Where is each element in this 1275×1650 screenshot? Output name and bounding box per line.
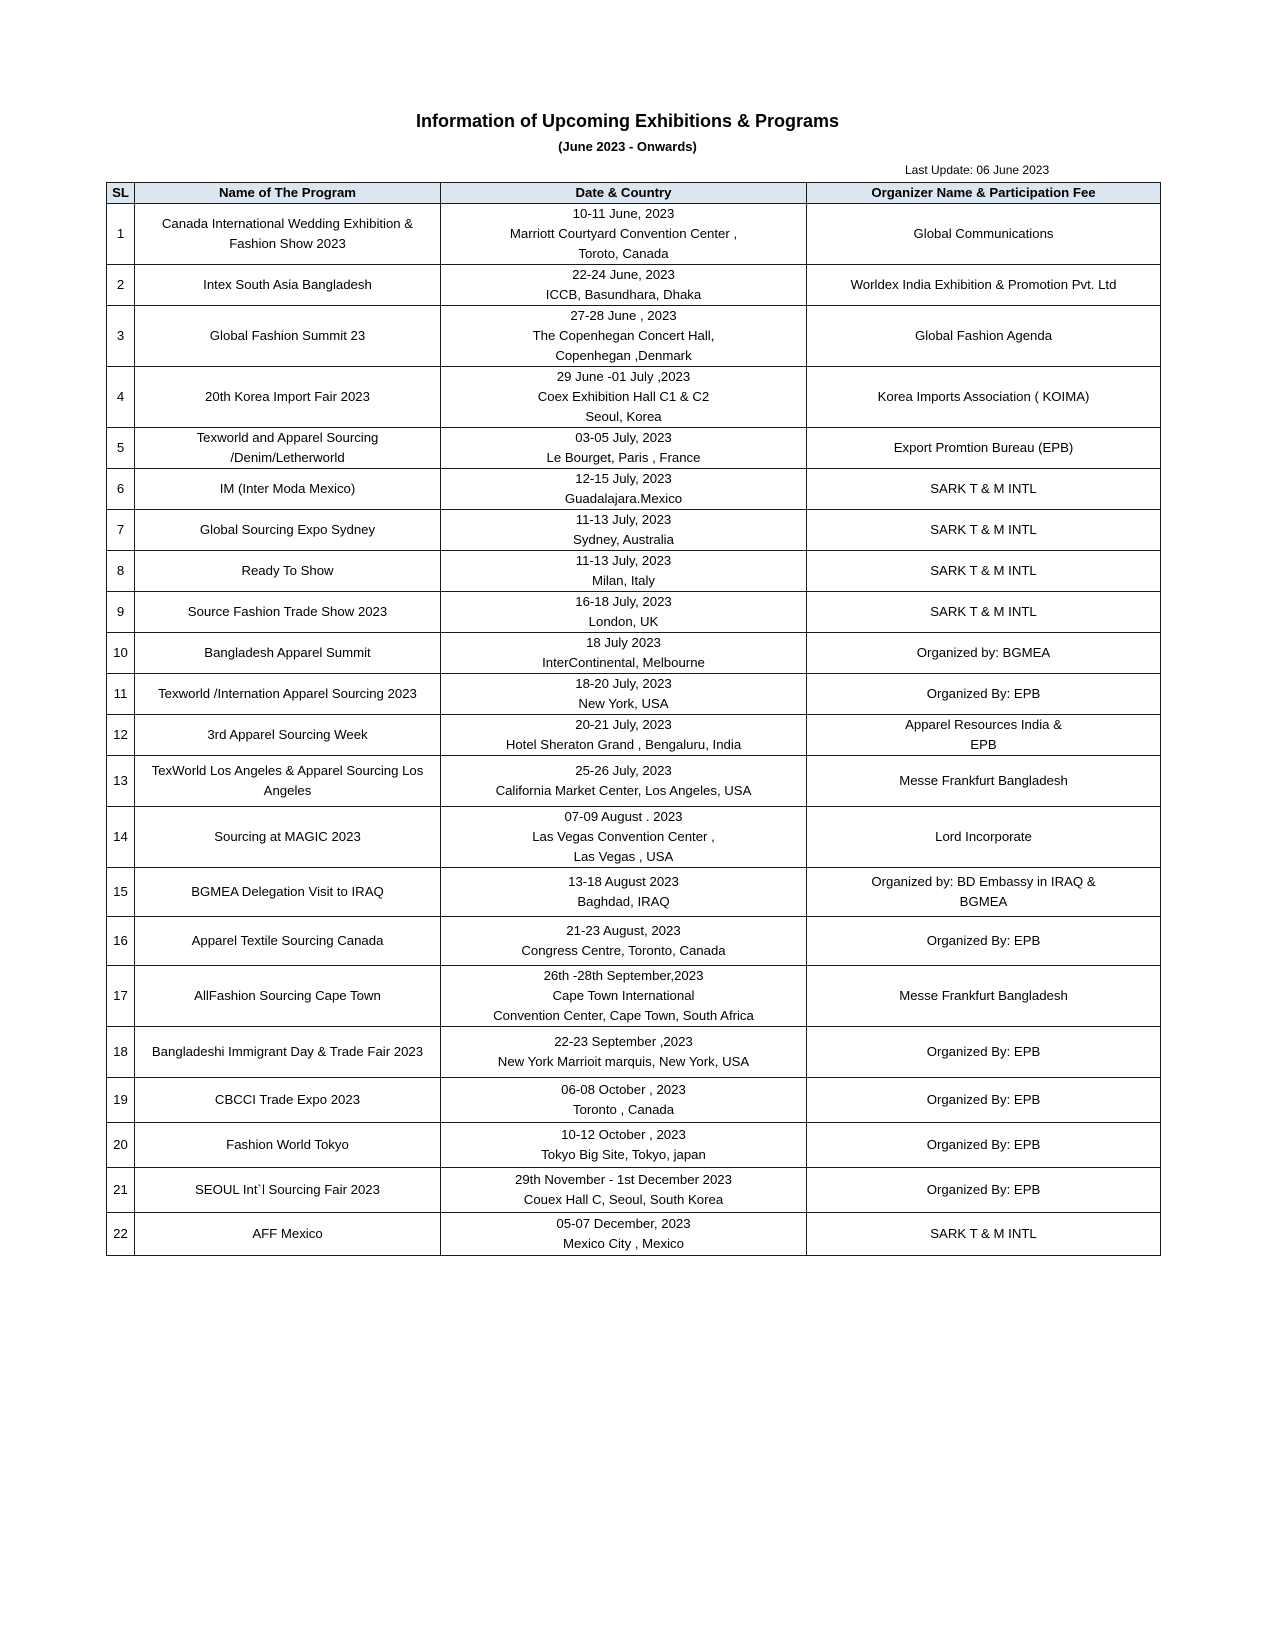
cell-program-name	[135, 756, 441, 807]
cell-line: BGMEA	[959, 894, 1008, 909]
cell-program-name	[135, 592, 441, 633]
cell-program-name	[135, 367, 441, 428]
table-body	[107, 204, 1161, 1256]
cell-line: Bangladeshi Immigrant Day & Trade Fair 2023	[151, 1044, 424, 1059]
page-subtitle: (June 2023 - Onwards)	[558, 139, 697, 154]
cell-program-name	[135, 551, 441, 592]
cell-sl: 15	[107, 868, 135, 917]
cell-line: 22-24 June, 2023	[572, 267, 675, 282]
cell-line: 29 June -01 July ,2023	[556, 369, 691, 384]
cell-line: 3rd Apparel Sourcing Week	[207, 727, 368, 742]
cell-line: SARK T & M INTL	[930, 1226, 1037, 1241]
cell-line: Organized By: EPB	[926, 1092, 1041, 1107]
cell-sl: 9	[107, 592, 135, 633]
cell-line: 06-08 October , 2023	[561, 1082, 686, 1097]
cell-line: Apparel Textile Sourcing Canada	[191, 933, 384, 948]
cell-date-country	[441, 1027, 807, 1078]
cell-program-name	[135, 1168, 441, 1213]
cell-organizer	[807, 204, 1161, 265]
exhibitions-table	[106, 182, 1161, 1256]
header-sl: SL	[107, 183, 135, 204]
cell-program-name	[135, 1213, 441, 1256]
cell-sl: 2	[107, 265, 135, 306]
cell-sl: 4	[107, 367, 135, 428]
cell-line: Korea Imports Association ( KOIMA)	[877, 389, 1090, 404]
cell-line: 10-12 October , 2023	[561, 1127, 686, 1142]
cell-line: 10-11 June, 2023	[572, 206, 675, 221]
cell-line: SARK T & M INTL	[930, 522, 1037, 537]
cell-date-country	[441, 674, 807, 715]
cell-line: Global Fashion Summit 23	[209, 328, 366, 343]
table-row	[107, 551, 1161, 592]
cell-line: Lord Incorporate	[935, 829, 1032, 844]
cell-program-name	[135, 1027, 441, 1078]
cell-line: Milan, Italy	[591, 573, 656, 588]
table-row	[107, 1027, 1161, 1078]
cell-organizer	[807, 1027, 1161, 1078]
cell-sl: 14	[107, 807, 135, 868]
cell-line: Organized By: EPB	[926, 686, 1041, 701]
cell-date-country	[441, 966, 807, 1027]
cell-sl: 16	[107, 917, 135, 966]
cell-program-name	[135, 510, 441, 551]
cell-line: EPB	[970, 737, 997, 752]
cell-line: 03-05 July, 2023	[575, 430, 672, 445]
cell-line: 20-21 July, 2023	[575, 717, 672, 732]
cell-line: AFF Mexico	[252, 1226, 323, 1241]
cell-organizer	[807, 917, 1161, 966]
cell-date-country	[441, 204, 807, 265]
header-organizer: Organizer Name & Participation Fee	[807, 183, 1161, 204]
cell-line: SARK T & M INTL	[930, 481, 1037, 496]
cell-organizer	[807, 367, 1161, 428]
cell-line: IM (Inter Moda Mexico)	[219, 481, 356, 496]
cell-date-country	[441, 367, 807, 428]
cell-line: 18 July 2023	[586, 635, 661, 650]
cell-line: /Denim/Letherworld	[230, 450, 345, 465]
cell-organizer	[807, 966, 1161, 1027]
table-row	[107, 1168, 1161, 1213]
cell-line: 11-13 July, 2023	[575, 512, 672, 527]
cell-organizer	[807, 306, 1161, 367]
cell-organizer	[807, 551, 1161, 592]
cell-line: California Market Center, Los Angeles, USA	[495, 783, 752, 798]
cell-sl: 13	[107, 756, 135, 807]
cell-organizer	[807, 868, 1161, 917]
table-row	[107, 469, 1161, 510]
cell-line: Las Vegas , USA	[573, 849, 674, 864]
cell-line: Organized By: EPB	[926, 1137, 1041, 1152]
cell-line: 27-28 June , 2023	[570, 308, 677, 323]
cell-line: Organized By: EPB	[926, 1044, 1041, 1059]
cell-organizer	[807, 715, 1161, 756]
cell-line: Sourcing at MAGIC 2023	[214, 829, 361, 844]
cell-sl: 3	[107, 306, 135, 367]
cell-line: Organized by: BGMEA	[916, 645, 1051, 660]
cell-program-name	[135, 306, 441, 367]
table-row	[107, 367, 1161, 428]
cell-organizer	[807, 807, 1161, 868]
table-row	[107, 917, 1161, 966]
cell-line: TexWorld Los Angeles & Apparel Sourcing Los	[151, 763, 424, 778]
cell-program-name	[135, 715, 441, 756]
cell-line: 21-23 August, 2023	[566, 923, 681, 938]
cell-date-country	[441, 868, 807, 917]
cell-program-name	[135, 633, 441, 674]
page-title: Information of Upcoming Exhibitions & Programs	[415, 111, 840, 131]
cell-line: New York, USA	[578, 696, 669, 711]
cell-line: The Copenhegan Concert Hall,	[532, 328, 715, 343]
cell-program-name	[135, 428, 441, 469]
cell-program-name	[135, 868, 441, 917]
cell-line: Fashion World Tokyo	[226, 1137, 349, 1152]
cell-line: Toroto, Canada	[578, 246, 669, 261]
cell-line: SEOUL Int`l Sourcing Fair 2023	[195, 1182, 380, 1197]
cell-line: 11-13 July, 2023	[575, 553, 672, 568]
cell-line: SARK T & M INTL	[930, 563, 1037, 578]
cell-date-country	[441, 1123, 807, 1168]
cell-line: 22-23 September ,2023	[554, 1034, 693, 1049]
cell-line: New York Marrioit marquis, New York, USA	[497, 1054, 750, 1069]
cell-line: Messe Frankfurt Bangladesh	[899, 988, 1068, 1003]
cell-line: Sydney, Australia	[573, 532, 674, 547]
cell-sl: 19	[107, 1078, 135, 1123]
cell-line: Mexico City , Mexico	[563, 1236, 684, 1251]
cell-organizer	[807, 1168, 1161, 1213]
cell-line: 16-18 July, 2023	[575, 594, 672, 609]
cell-date-country	[441, 1213, 807, 1256]
cell-date-country	[441, 592, 807, 633]
cell-line: 18-20 July, 2023	[575, 676, 672, 691]
cell-sl: 6	[107, 469, 135, 510]
cell-organizer	[807, 428, 1161, 469]
cell-organizer	[807, 265, 1161, 306]
table-row	[107, 306, 1161, 367]
header-date-country: Date & Country	[441, 183, 807, 204]
cell-organizer	[807, 1078, 1161, 1123]
cell-line: Marriott Courtyard Convention Center ,	[509, 226, 738, 241]
cell-line: Hotel Sheraton Grand , Bengaluru, India	[505, 737, 742, 752]
cell-date-country	[441, 917, 807, 966]
cell-line: Seoul, Korea	[585, 409, 662, 424]
cell-date-country	[441, 551, 807, 592]
cell-line: Export Promtion Bureau (EPB)	[893, 440, 1074, 455]
cell-program-name	[135, 1078, 441, 1123]
cell-line: Source Fashion Trade Show 2023	[187, 604, 388, 619]
cell-organizer	[807, 1123, 1161, 1168]
cell-line: 25-26 July, 2023	[575, 763, 672, 778]
table-row	[107, 428, 1161, 469]
table-row	[107, 204, 1161, 265]
cell-program-name	[135, 674, 441, 715]
cell-line: Global Fashion Agenda	[914, 328, 1053, 343]
cell-line: Messe Frankfurt Bangladesh	[899, 773, 1068, 788]
cell-line: Congress Centre, Toronto, Canada	[521, 943, 726, 958]
cell-program-name	[135, 917, 441, 966]
table-header-row	[107, 183, 1161, 204]
table-row	[107, 966, 1161, 1027]
cell-program-name	[135, 265, 441, 306]
cell-sl: 5	[107, 428, 135, 469]
cell-line: Toronto , Canada	[572, 1102, 675, 1117]
cell-line: SARK T & M INTL	[930, 604, 1037, 619]
cell-date-country	[441, 807, 807, 868]
cell-line: Cape Town International	[552, 988, 695, 1003]
cell-sl: 17	[107, 966, 135, 1027]
cell-line: 26th -28th September,2023	[543, 968, 704, 983]
cell-line: Organized By: EPB	[926, 933, 1041, 948]
table-row	[107, 807, 1161, 868]
cell-line: Canada International Wedding Exhibition &	[161, 216, 414, 231]
cell-line: London, UK	[588, 614, 659, 629]
cell-line: 13-18 August 2023	[568, 874, 679, 889]
header-program-name: Name of The Program	[135, 183, 441, 204]
cell-program-name	[135, 807, 441, 868]
cell-line: 29th November - 1st December 2023	[515, 1172, 732, 1187]
cell-line: Convention Center, Cape Town, South Africa	[493, 1008, 754, 1023]
cell-sl: 20	[107, 1123, 135, 1168]
cell-date-country	[441, 510, 807, 551]
cell-sl: 12	[107, 715, 135, 756]
cell-line: Coex Exhibition Hall C1 & C2	[537, 389, 710, 404]
cell-sl: 21	[107, 1168, 135, 1213]
table-row	[107, 510, 1161, 551]
cell-date-country	[441, 756, 807, 807]
cell-line: Apparel Resources India &	[905, 717, 1062, 732]
cell-line: AllFashion Sourcing Cape Town	[194, 988, 381, 1003]
cell-line: Copenhegan ,Denmark	[555, 348, 692, 363]
cell-line: 20th Korea Import Fair 2023	[205, 389, 370, 404]
cell-date-country	[441, 1078, 807, 1123]
cell-date-country	[441, 306, 807, 367]
cell-line: Baghdad, IRAQ	[577, 894, 670, 909]
cell-line: Organized by: BD Embassy in IRAQ &	[871, 874, 1096, 889]
cell-line: BGMEA Delegation Visit to IRAQ	[191, 884, 384, 899]
cell-line: Las Vegas Convention Center ,	[532, 829, 715, 844]
cell-line: Global Sourcing Expo Sydney	[199, 522, 376, 537]
cell-line: CBCCI Trade Expo 2023	[214, 1092, 361, 1107]
table-row	[107, 674, 1161, 715]
cell-line: Guadalajara.Mexico	[564, 491, 683, 506]
cell-date-country	[441, 633, 807, 674]
cell-line: Couex Hall C, Seoul, South Korea	[523, 1192, 724, 1207]
cell-organizer	[807, 633, 1161, 674]
cell-sl: 7	[107, 510, 135, 551]
cell-line: Angeles	[263, 783, 312, 798]
cell-line: Tokyo Big Site, Tokyo, japan	[541, 1147, 706, 1162]
cell-date-country	[441, 715, 807, 756]
cell-line: Organized By: EPB	[926, 1182, 1041, 1197]
cell-sl: 10	[107, 633, 135, 674]
table-row	[107, 592, 1161, 633]
cell-date-country	[441, 1168, 807, 1213]
cell-sl: 18	[107, 1027, 135, 1078]
table-row	[107, 265, 1161, 306]
cell-program-name	[135, 204, 441, 265]
cell-line: Texworld /Internation Apparel Sourcing 2023	[158, 686, 417, 701]
cell-organizer	[807, 1213, 1161, 1256]
cell-line: Worldex India Exhibition & Promotion Pvt. Ltd	[850, 277, 1117, 292]
cell-line: 05-07 December, 2023	[556, 1216, 691, 1231]
cell-sl: 8	[107, 551, 135, 592]
cell-organizer	[807, 510, 1161, 551]
cell-date-country	[441, 469, 807, 510]
table-row	[107, 715, 1161, 756]
cell-program-name	[135, 1123, 441, 1168]
table-row	[107, 633, 1161, 674]
cell-sl: 22	[107, 1213, 135, 1256]
cell-organizer	[807, 674, 1161, 715]
cell-line: Global Communications	[913, 226, 1054, 241]
cell-date-country	[441, 428, 807, 469]
cell-line: InterContinental, Melbourne	[542, 655, 705, 670]
table-row	[107, 756, 1161, 807]
table-row	[107, 1213, 1161, 1256]
cell-organizer	[807, 756, 1161, 807]
table-row	[107, 868, 1161, 917]
cell-line: Fashion Show 2023	[229, 236, 346, 251]
cell-program-name	[135, 469, 441, 510]
cell-sl: 1	[107, 204, 135, 265]
cell-line: Texworld and Apparel Sourcing	[196, 430, 379, 445]
cell-line: Intex South Asia Bangladesh	[203, 277, 372, 292]
last-update-text: Last Update: 06 June 2023	[905, 163, 1050, 177]
table-row	[107, 1078, 1161, 1123]
cell-program-name	[135, 966, 441, 1027]
cell-line: ICCB, Basundhara, Dhaka	[545, 287, 702, 302]
cell-line: Bangladesh Apparel Summit	[204, 645, 371, 660]
cell-line: Ready To Show	[241, 563, 334, 578]
cell-date-country	[441, 265, 807, 306]
cell-sl: 11	[107, 674, 135, 715]
cell-line: 07-09 August . 2023	[564, 809, 683, 824]
cell-organizer	[807, 592, 1161, 633]
cell-line: 12-15 July, 2023	[575, 471, 672, 486]
cell-line: Le Bourget, Paris , France	[546, 450, 701, 465]
table-row	[107, 1123, 1161, 1168]
cell-organizer	[807, 469, 1161, 510]
